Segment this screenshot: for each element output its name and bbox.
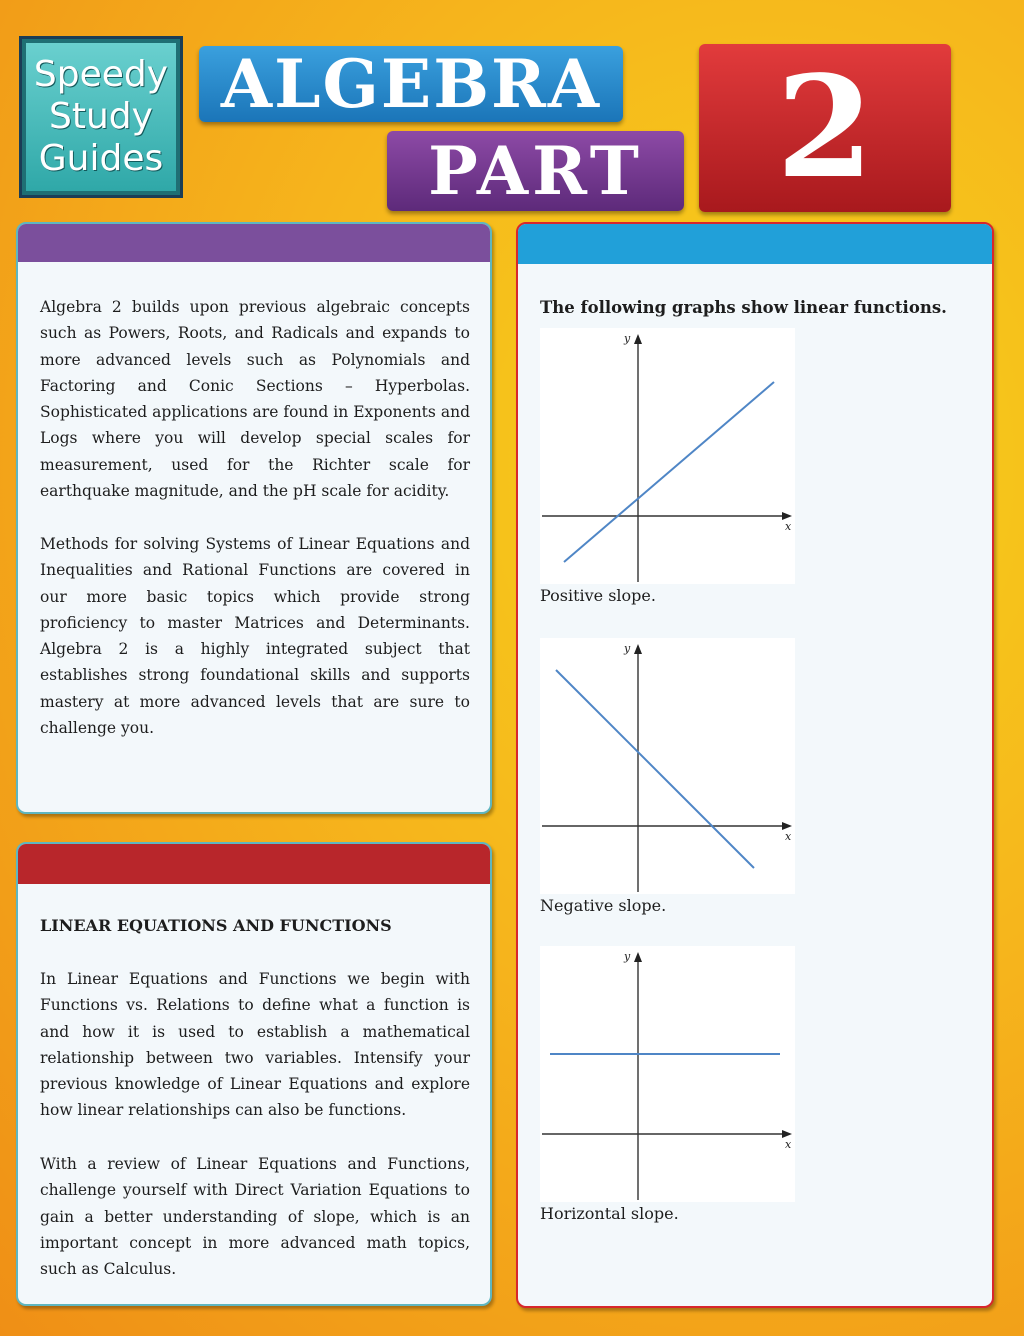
- title-part: PART: [387, 131, 684, 211]
- brand-line-2: Study: [49, 96, 153, 137]
- title-number: 2: [699, 44, 951, 212]
- linear-heading: LINEAR EQUATIONS AND FUNCTIONS: [40, 916, 392, 935]
- title-algebra: ALGEBRA: [199, 46, 623, 122]
- function-line: [556, 670, 754, 868]
- y-axis-arrow: [634, 644, 642, 654]
- y-axis-arrow: [634, 952, 642, 962]
- graphs-panel: [516, 222, 994, 1308]
- brand-logo: [19, 36, 183, 198]
- linear-panel-header: [18, 844, 490, 884]
- graph-horizontal-svg: [540, 946, 795, 1202]
- y-axis-label: y: [624, 332, 631, 345]
- intro-paragraph-1: Algebra 2 builds upon previous algebraic concepts such as Powers, Roots, and Radicals and expands to more advanced levels such as Polynomials and Factoring and Conic Sections – Hyperbolas. Sophisticated applications are found in Exponents and Logs where you will develop special scales for measurement, used for the Richter scale for earthquake magnitude, and the pH scale for acidity.: [40, 298, 470, 501]
- graphs-title: The following graphs show linear functions.: [540, 298, 947, 317]
- linear-paragraph-1: In Linear Equations and Functions we begin with Functions vs. Relations to define what a function is and how it is used to establish a mathematical relationship between two variables. Intensify your previous knowledge of Linear Equations and explore how linear relationships can also be functions.: [40, 970, 470, 1120]
- intro-panel-header: [18, 224, 490, 262]
- intro-paragraph-2: Methods for solving Systems of Linear Equations and Inequalities and Rational Functions are covered in our more basic topics which provide strong proficiency to master Matrices and Determinants. Algebra 2 is a highly integrated subject that establishes strong foundational skills and supports mastery at more advanced levels that are sure to challenge you.: [40, 535, 470, 738]
- x-axis-arrow: [782, 822, 792, 830]
- x-axis-label: x: [785, 520, 792, 533]
- x-axis-label: x: [785, 1138, 792, 1151]
- brand-line-3: Guides: [38, 138, 164, 179]
- brand-line-1: Speedy: [33, 54, 169, 95]
- graph-positive-slope: [540, 328, 795, 584]
- caption-horizontal: Horizontal slope.: [540, 1204, 679, 1223]
- graph-positive-svg: [540, 328, 795, 584]
- graphs-panel-header: [518, 224, 992, 264]
- x-axis-arrow: [782, 512, 792, 520]
- x-axis-arrow: [782, 1130, 792, 1138]
- caption-negative: Negative slope.: [540, 896, 667, 915]
- linear-paragraph-2: With a review of Linear Equations and Functions, challenge yourself with Direct Variation Equations to gain a better understanding of slope, which is an important concept in more advanced math topics, such as Calculus.: [40, 1155, 470, 1279]
- function-line: [564, 382, 774, 562]
- graph-horizontal-slope: [540, 946, 795, 1202]
- y-axis-arrow: [634, 334, 642, 344]
- intro-panel: [16, 222, 492, 814]
- y-axis-label: y: [624, 950, 631, 963]
- y-axis-label: y: [624, 642, 631, 655]
- graph-negative-svg: [540, 638, 795, 894]
- linear-panel: [16, 842, 492, 1306]
- graph-negative-slope: [540, 638, 795, 894]
- caption-positive: Positive slope.: [540, 586, 656, 605]
- x-axis-label: x: [785, 830, 792, 843]
